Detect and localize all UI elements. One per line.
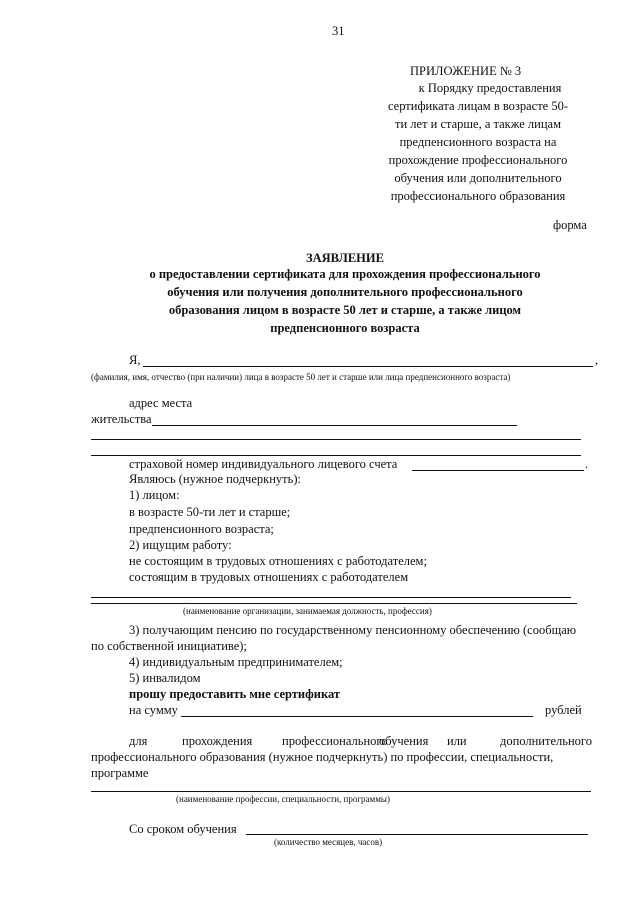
employer-field[interactable] <box>91 603 577 604</box>
form-label: форма <box>553 218 587 232</box>
page-number: 31 <box>332 24 345 38</box>
program-hint: (наименование профессии, специальности, программы) <box>176 794 390 804</box>
address-field[interactable] <box>91 439 581 440</box>
heading-line: образования лицом в возрасте 50 лет и старше, а также лицом <box>168 303 522 317</box>
address-field[interactable] <box>152 425 517 426</box>
snils-label: страховой номер индивидуального лицевого счета <box>129 457 398 471</box>
name-comma: , <box>595 353 599 367</box>
sum-unit: рублей <box>545 703 582 717</box>
purpose-word: для <box>129 734 148 748</box>
name-field[interactable] <box>143 366 593 367</box>
snils-end: . <box>585 457 589 471</box>
sum-field[interactable] <box>181 716 533 717</box>
purpose-word: прохождения <box>182 734 253 748</box>
status-intro: Являюсь (нужное подчеркнуть): <box>129 472 301 486</box>
status-option[interactable]: предпенсионного возраста; <box>129 522 274 536</box>
status-option[interactable]: не состоящим в трудовых отношениях с работодателем; <box>129 554 427 568</box>
purpose-word: обучения <box>379 734 429 748</box>
address-label: жительства <box>91 412 152 426</box>
appendix-line: профессионального образования <box>390 189 566 203</box>
document-title: ЗАЯВЛЕНИЕ <box>306 251 384 265</box>
program-field[interactable] <box>91 791 591 792</box>
address-label: адрес места <box>129 396 193 410</box>
purpose-line: профессионального образования (нужное подчеркнуть) по профессии, специальности, <box>91 750 554 764</box>
sum-label: на сумму <box>129 703 178 717</box>
address-field[interactable] <box>91 455 581 456</box>
appendix-line: предпенсионного возраста на <box>399 135 557 149</box>
term-field[interactable] <box>246 834 588 835</box>
request-text: прошу предоставить мне сертификат <box>129 687 341 701</box>
heading-line: обучения или получения дополнительного профессионального <box>167 285 523 299</box>
term-label: Со сроком обучения <box>129 822 237 836</box>
status-option[interactable]: 4) индивидуальным предпринимателем; <box>129 655 343 669</box>
purpose-word: дополнительного <box>500 734 592 748</box>
status-option[interactable]: 2) ищущим работу: <box>129 538 232 552</box>
status-option-cont: по собственной инициативе); <box>91 639 247 653</box>
status-option[interactable]: в возрасте 50-ти лет и старше; <box>129 505 291 519</box>
term-hint: (количество месяцев, часов) <box>274 837 383 847</box>
heading-line: о предоставлении сертификата для прохождения профессионального <box>149 267 541 281</box>
status-option[interactable]: 3) получающим пенсию по государственному пенсионному обеспечению (сообщаю <box>129 623 577 637</box>
appendix-line: прохождение профессионального <box>388 153 568 167</box>
appendix-line: ти лет и старше, а также лицам <box>395 117 561 131</box>
name-label: Я, <box>129 353 141 367</box>
appendix-line: сертификата лицам в возрасте 50- <box>387 99 569 113</box>
purpose-line: программе <box>91 766 149 780</box>
name-hint: (фамилия, имя, отчество (при наличии) лица в возрасте 50 лет и старше или лица предпенсионного возраста) <box>91 372 511 382</box>
appendix-title: ПРИЛОЖЕНИЕ № 3 <box>410 64 522 78</box>
heading-line: предпенсионного возраста <box>270 321 420 335</box>
snils-field[interactable] <box>412 470 584 471</box>
employer-field[interactable] <box>91 597 571 598</box>
purpose-word: профессионального <box>282 734 388 748</box>
purpose-word: или <box>447 734 467 748</box>
appendix-line: обучения или дополнительного <box>394 171 562 185</box>
status-option[interactable]: состоящим в трудовых отношениях с работодателем <box>129 570 409 584</box>
appendix-line: к Порядку предоставления <box>418 81 562 95</box>
status-option[interactable]: 1) лицом: <box>129 488 180 502</box>
employer-hint: (наименование организации, занимаемая должность, профессия) <box>183 606 432 616</box>
status-option[interactable]: 5) инвалидом <box>129 671 201 685</box>
